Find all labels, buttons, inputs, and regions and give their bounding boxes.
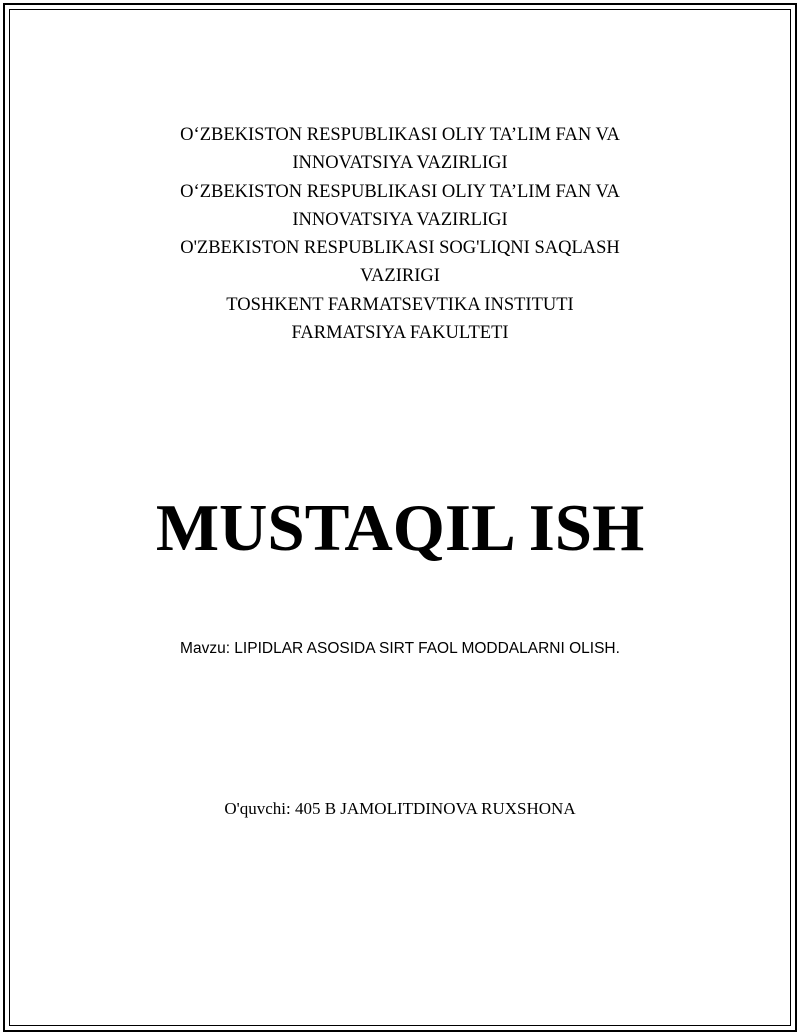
institution-header — [100, 121, 700, 347]
header-line: INNOVATSIYA VAZIRLIGI — [292, 153, 508, 174]
header-line: VAZIRIGI — [360, 266, 440, 287]
header-line: INNOVATSIYA VAZIRLIGI — [292, 209, 508, 230]
student-line: O'quvchi: 405 B JAMOLITDINOVA RUXSHONA — [224, 799, 576, 818]
header-line: TOSHKENT FARMATSEVTIKA INSTITUTI — [226, 294, 574, 315]
header-line: O'ZBEKISTON RESPUBLIKASI SOG'LIQNI SAQLASH — [180, 238, 620, 259]
document-title: MUSTAQIL ISH — [155, 491, 645, 565]
header-line: FARMATSIYA FAKULTETI — [291, 323, 509, 344]
header-line: O‘ZBEKISTON RESPUBLIKASI OLIY TA’LIM FAN VA — [180, 125, 620, 145]
header-line: O‘ZBEKISTON RESPUBLIKASI OLIY TA’LIM FAN VA — [180, 181, 620, 202]
topic-line: Mavzu: LIPIDLAR ASOSIDA SIRT FAOL MODDALARNI OLISH. — [180, 640, 620, 657]
